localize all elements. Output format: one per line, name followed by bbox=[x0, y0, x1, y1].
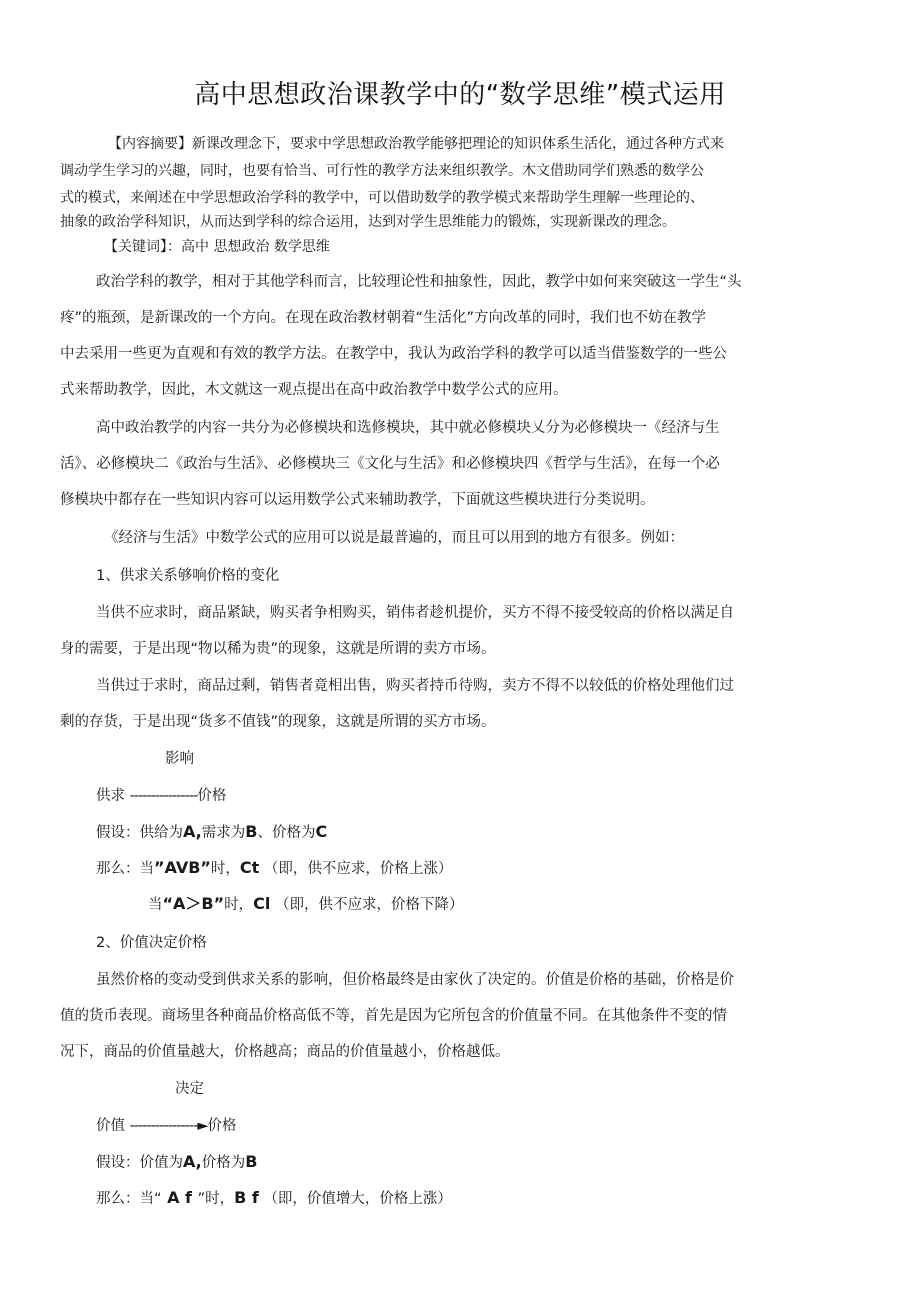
formula-arrow bbox=[96, 1116, 816, 1136]
formula-term: 价格 bbox=[207, 1118, 237, 1134]
keywords: 【关键词】：高中 思想政治 数学思维 bbox=[104, 239, 330, 255]
formula-term: 价值 bbox=[96, 1118, 125, 1134]
text: 当 bbox=[148, 897, 163, 913]
var: B bbox=[245, 822, 258, 841]
formula-assumption bbox=[96, 822, 816, 843]
text: 时， bbox=[210, 861, 240, 877]
arrow-label: 影响 bbox=[165, 751, 194, 767]
paragraph-line: 剩的存货，于是出现“货多不值钱”的现象，这就是所谓的买方市场。 bbox=[60, 714, 496, 730]
paragraph-line: 活》、必修模块二《政治与生活》、必修模块三《文化与生活》和必修模块四《哲学与生活》，在每一个必 bbox=[60, 456, 720, 472]
paragraph-line: 身的需要，于是出现“物以稀为贵”的现象，这就是所谓的卖方市场。 bbox=[60, 641, 496, 657]
section-heading: 2、价值决定价格 bbox=[96, 935, 207, 951]
text: ”时， bbox=[197, 1191, 235, 1207]
paragraph-line: 《经济与生活》中数学公式的应用可以说是最普遍的，而且可以用到的地方有很多。例如： bbox=[104, 530, 684, 546]
formula-condition bbox=[148, 894, 868, 915]
text: 需求为 bbox=[201, 825, 246, 841]
abstract-line: 【内容摘要】新课改理念下，要求中学思想政治教学能够把理论的知识体系生活化，通过各种方式来 bbox=[108, 136, 724, 152]
var: C bbox=[315, 822, 328, 841]
formula-arrow bbox=[96, 786, 816, 806]
abstract-line: 式的模式，来阐述在中学思想政治学科的教学中，可以借助数学的教学模式来帮助学生理解一些理论的、 bbox=[60, 190, 704, 206]
paragraph-line: 式来帮助教学，因此，木文就这一观点提出在高中政治教学中数学公式的应用。 bbox=[60, 382, 568, 398]
paragraph-line: 虽然价格的变动受到供求关系的影响，但价格最终是由家伙了决定的。价值是价格的基础，价格是价 bbox=[96, 972, 734, 988]
var: “A＞B” bbox=[162, 894, 225, 913]
text: 价格为 bbox=[201, 1155, 246, 1171]
text: 那么：当“ bbox=[96, 1191, 162, 1207]
paragraph-line: 修模块中都存在一些知识内容可以运用数学公式来辅助教学，下面就这些模块进行分类说明。 bbox=[60, 492, 655, 508]
paragraph-line: 中去采用一些更为直观和有效的教学方法。在教学中，我认为政治学科的教学可以适当借鉴数学的一些公 bbox=[60, 346, 727, 362]
abstract-line: 调动学生学习的兴趣，同时，也要有恰当、可行性的教学方法来组织教学。木文借助同学们熟悉的数学公 bbox=[60, 163, 704, 179]
text: 、价格为 bbox=[257, 825, 316, 841]
formula-condition bbox=[96, 1188, 816, 1209]
paragraph-line: 当供不应求时，商品紧缺，购买者争相购买，销伟者趁机提价，买方不得不接受较高的价格以满足自 bbox=[96, 605, 734, 621]
formula-condition bbox=[96, 858, 816, 879]
dashed-arrow: ----------------► bbox=[129, 1118, 208, 1134]
var: Cl bbox=[253, 894, 271, 913]
paragraph-line: 高中政治教学的内容一共分为必修模块和选修模块，其中就必修模块乂分为必修模块一《经济与生 bbox=[96, 420, 720, 436]
var: A, bbox=[183, 822, 202, 841]
var: ”AVB” bbox=[154, 858, 211, 877]
text: 那么：当 bbox=[96, 861, 154, 877]
document-title: 高中思想政治课教学中的“数学思维”模式运用 bbox=[194, 80, 726, 110]
paragraph-line: 况下，商品的价值量越大，价格越高；商品的价值量越小，价格越低。 bbox=[60, 1044, 510, 1060]
dashed-arrow: ---------------- bbox=[129, 788, 198, 804]
paragraph-line: 政治学科的教学，相对于其他学科而言，比较理论性和抽象性，因此，教学中如何来突破这一学生“头 bbox=[96, 274, 742, 290]
var: B bbox=[245, 1152, 258, 1171]
abstract-line: 抽象的政治学科知识，从而达到学科的综合运用，达到对学生思维能力的锻炼，实现新课改的理念。 bbox=[60, 214, 676, 230]
text: 假设：供给为 bbox=[96, 825, 183, 841]
text: （即，价值增大，价格上涨） bbox=[263, 1191, 452, 1207]
paragraph-line: 值的货币表现。商场里各种商品价格高低不等，首先是因为它所包含的价值量不同。在其他条件不变的情 bbox=[60, 1008, 727, 1024]
arrow-label: 决定 bbox=[175, 1081, 204, 1097]
text: 假设：价值为 bbox=[96, 1155, 183, 1171]
formula-assumption bbox=[96, 1152, 816, 1173]
text: （即，供不应求，价格上涨） bbox=[263, 861, 453, 877]
text: （即，供不应求，价格下降） bbox=[274, 897, 464, 913]
var: A, bbox=[183, 1152, 202, 1171]
var: A f bbox=[161, 1188, 198, 1207]
paragraph-line: 疼”的瓶颈，是新课改的一个方向。在现在政治教材朝着“生活化”方向改革的同时，我们也不妨在教学 bbox=[60, 310, 707, 326]
var: Ct bbox=[239, 858, 260, 877]
formula-term: 供求 bbox=[96, 788, 125, 804]
formula-term: 价格 bbox=[197, 788, 227, 804]
section-heading: 1、供求关系够响价格的变化 bbox=[96, 568, 280, 584]
paragraph-line: 当供过于求时，商品过剩，销售者竟相出售，购买者持币待购，卖方不得不以较低的价格处理他们过 bbox=[96, 678, 734, 694]
text: 时， bbox=[224, 897, 254, 913]
var: B f bbox=[234, 1188, 259, 1207]
